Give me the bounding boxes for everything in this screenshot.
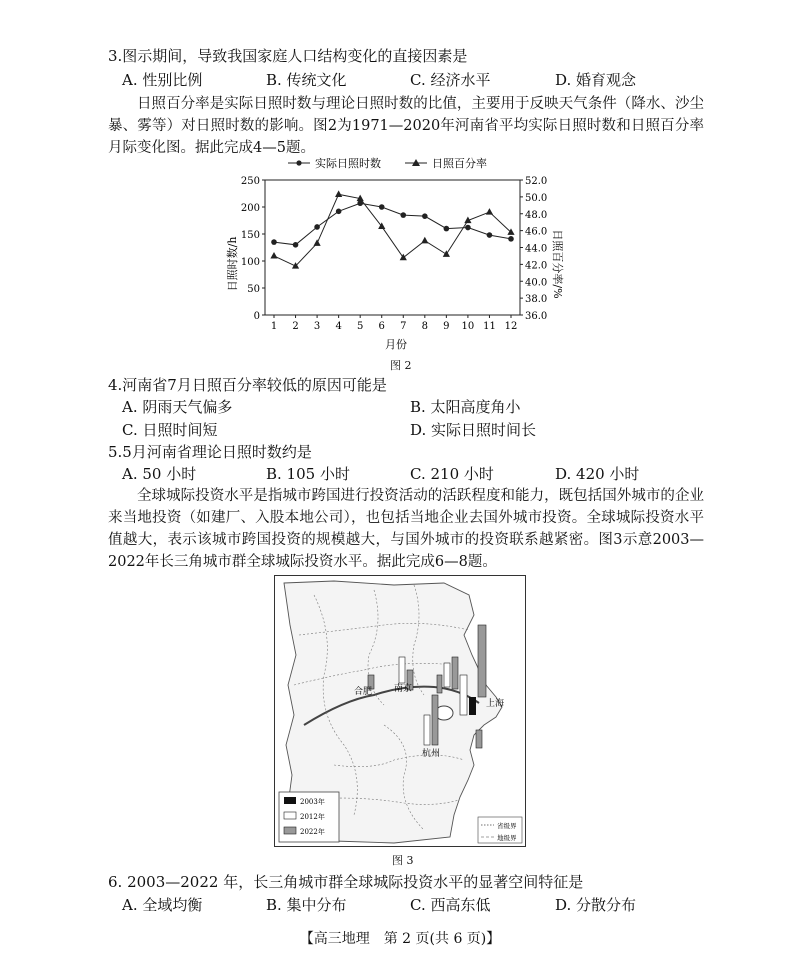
plot-frame xyxy=(265,180,520,315)
y-right-tick-label: 42.0 xyxy=(525,260,548,272)
city-label-hefei: 合肥 xyxy=(354,687,373,697)
data-point-percent xyxy=(313,239,320,246)
q5-option-b: B. 105 小时 xyxy=(266,465,350,483)
x-tick-label: 3 xyxy=(313,321,321,332)
y-right-tick-label: 44.0 xyxy=(525,243,548,255)
data-point-percent xyxy=(443,250,450,257)
data-point-hours xyxy=(336,209,342,215)
legend-percent-label: 日照百分率 xyxy=(432,157,487,170)
data-point-hours xyxy=(271,239,277,245)
x-tick-label: 5 xyxy=(356,321,364,332)
figure-2-chart xyxy=(220,152,565,372)
q5-stem: 5.5月河南省理论日照时数约是 xyxy=(108,443,312,461)
legend-2022: 2022年 xyxy=(300,828,325,836)
q3-option-d: D. 婚育观念 xyxy=(555,71,637,89)
y-left-tick-label: 0 xyxy=(253,311,260,322)
q3-stem: 3.图示期间，导致我国家庭人口结构变化的直接因素是 xyxy=(108,47,468,65)
y-right-tick-label: 52.0 xyxy=(525,176,548,187)
bar-shanghai-2003 xyxy=(469,697,476,715)
data-point-hours xyxy=(422,213,428,219)
x-tick-label: 7 xyxy=(400,321,407,332)
data-point-hours xyxy=(314,224,320,230)
legend-hours-label: 实际日照时数 xyxy=(315,157,381,170)
data-point-hours xyxy=(465,225,471,231)
y-right-tick-label: 36.0 xyxy=(525,311,548,322)
y-axis-right-label: 日照百分率/% xyxy=(551,229,564,299)
y-left-tick-label: 100 xyxy=(240,257,260,268)
y-left-tick-label: 150 xyxy=(240,230,260,241)
y-right-tick-label: 48.0 xyxy=(525,209,548,221)
bar-ningbo-2022 xyxy=(476,730,482,748)
year-legend xyxy=(279,792,339,842)
bar-hangzhou-2012 xyxy=(424,715,430,745)
data-point-hours xyxy=(487,232,493,238)
q4-option-c: C. 日照时间短 xyxy=(122,421,218,439)
x-tick-label: 8 xyxy=(421,321,429,332)
x-tick-label: 9 xyxy=(443,321,450,332)
x-axis-label: 月份 xyxy=(385,338,407,351)
legend-prefecture-border: 地级界 xyxy=(497,834,517,842)
bar-wuxi-2022 xyxy=(437,675,442,693)
q5-option-a: A. 50 小时 xyxy=(122,465,197,483)
border-legend xyxy=(478,817,522,843)
page-footer: 【高三地理 第 2 页(共 6 页)】 xyxy=(299,931,501,947)
legend-2012: 2012年 xyxy=(300,813,325,821)
y-right-tick-label: 46.0 xyxy=(525,226,548,238)
q3-option-b: B. 传统文化 xyxy=(266,71,347,89)
intro-paragraph-1: 日照百分率是实际日照时数与理论日照时数的比值，主要用于反映天气条件（降水、沙尘暴、雾等）对日照时数的影响。图2为1971—2020年河南省平均实际日照时数和日照百分率月际变化图。据此完成4—5题。 xyxy=(108,96,704,156)
legend-2003: 2003年 xyxy=(300,798,325,806)
x-tick-label: 2 xyxy=(292,321,299,332)
x-tick-label: 10 xyxy=(461,321,475,332)
q4-option-b: B. 太阳高度角小 xyxy=(410,398,521,416)
y-left-tick-label: 50 xyxy=(247,284,260,295)
data-point-hours xyxy=(444,226,450,232)
city-label-hangzhou: 杭州 xyxy=(422,749,441,759)
bar-nanjing-2012 xyxy=(399,657,405,683)
x-tick-label: 1 xyxy=(270,321,278,332)
x-tick-label: 4 xyxy=(335,321,342,332)
q6-option-a: A. 全域均衡 xyxy=(122,896,203,914)
bar-suzhou-2012 xyxy=(444,663,450,687)
y-right-tick-label: 40.0 xyxy=(525,277,548,289)
data-point-percent xyxy=(335,190,342,197)
bar-hangzhou-2022 xyxy=(432,695,438,745)
legend-province-border: 省级界 xyxy=(497,822,517,830)
q4-option-d: D. 实际日照时间长 xyxy=(410,421,537,439)
figure-2-caption: 图 2 xyxy=(390,359,412,372)
y-left-tick-label: 200 xyxy=(240,203,260,214)
figure-3-caption: 图 3 xyxy=(392,854,414,867)
data-point-percent xyxy=(486,208,493,215)
q5-option-d: D. 420 小时 xyxy=(555,465,640,483)
q6-option-d: D. 分散分布 xyxy=(555,896,637,914)
q6-option-c: C. 西高东低 xyxy=(410,896,491,914)
data-point-percent xyxy=(270,252,277,259)
city-label-shanghai: 上海 xyxy=(486,699,505,709)
bar-shanghai-2022 xyxy=(478,625,486,697)
figure-3-map xyxy=(274,575,526,847)
x-tick-label: 11 xyxy=(483,321,496,332)
data-point-hours xyxy=(400,212,406,218)
y-right-tick-label: 38.0 xyxy=(525,294,548,306)
y-axis-left-label: 日照时数/h xyxy=(226,236,239,292)
data-point-percent xyxy=(421,237,428,244)
city-label-nanjing: 南京 xyxy=(394,684,413,694)
data-point-hours xyxy=(379,204,385,210)
q4-stem: 4.河南省7月日照百分率较低的原因可能是 xyxy=(108,376,387,394)
series-line-hours xyxy=(274,203,511,245)
x-tick-label: 12 xyxy=(504,321,518,332)
q5-option-c: C. 210 小时 xyxy=(410,465,494,483)
q6-option-b: B. 集中分布 xyxy=(266,896,347,914)
y-left-tick-label: 250 xyxy=(240,176,260,187)
q4-option-a: A. 阴雨天气偏多 xyxy=(122,398,233,416)
intro-paragraph-2: 全球城际投资水平是指城市跨国进行投资活动的活跃程度和能力，既包括国外城市的企业来当地投资（如建厂、入股本地公司），也包括当地企业去国外城市投资。全球城际投资水平值越大，表示该城市跨国投资的规模越大，与国外城市的投资联系越紧密。图3示意2003—2022年长三角城市群全球城际投资水平。据此完成6—8题。 xyxy=(108,488,704,570)
data-point-hours xyxy=(293,242,299,248)
q3-option-c: C. 经济水平 xyxy=(410,71,491,89)
data-point-hours xyxy=(508,236,514,242)
bar-shanghai-2012 xyxy=(460,675,467,715)
q3-option-a: A. 性别比例 xyxy=(122,71,203,89)
q6-stem: 6. 2003—2022 年，长三角城市群全球城际投资水平的显著空间特征是 xyxy=(108,873,584,891)
y-right-tick-label: 50.0 xyxy=(525,192,548,204)
bar-suzhou-2022 xyxy=(452,657,458,689)
x-tick-label: 6 xyxy=(378,321,385,332)
